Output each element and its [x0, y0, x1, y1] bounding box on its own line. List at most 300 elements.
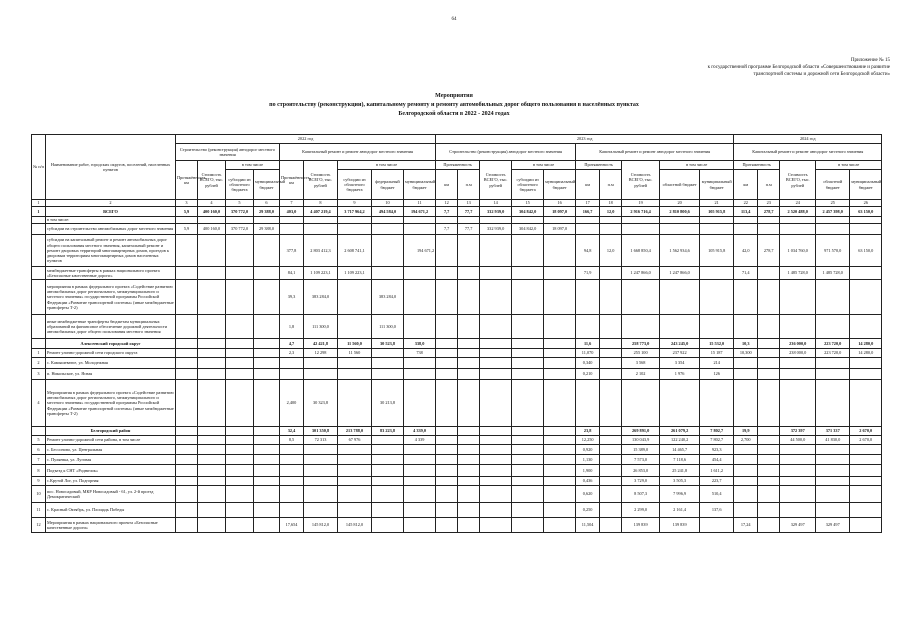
- value-cell: [600, 369, 622, 380]
- row-number: [32, 267, 46, 280]
- value-cell: 2 299,0: [622, 503, 660, 518]
- hdr-constr-2022: Строительство (реконструкция) автодорог местного значения: [176, 144, 280, 161]
- value-cell: 42 421,8: [304, 339, 338, 349]
- value-cell: [758, 445, 780, 455]
- value-cell: [512, 477, 544, 486]
- value-cell: [622, 217, 660, 224]
- value-cell: [304, 217, 338, 224]
- value-cell: [436, 486, 458, 503]
- value-cell: 67 976: [338, 436, 372, 445]
- value-cell: 11,070: [576, 349, 600, 358]
- column-number: 23: [758, 200, 780, 207]
- column-number: 7: [280, 200, 304, 207]
- value-cell: [700, 217, 734, 224]
- value-cell: 122 240,2: [660, 436, 700, 445]
- value-cell: 1 247 866,0: [660, 267, 700, 280]
- value-cell: [404, 358, 436, 369]
- value-cell: 7 802,7: [700, 427, 734, 436]
- hdr-km: км: [734, 170, 758, 200]
- column-number: 21: [700, 200, 734, 207]
- value-cell: [198, 369, 226, 380]
- title-line: Белгородской области в 2022 - 2024 годах: [398, 111, 510, 117]
- hdr-num: № п/п: [32, 135, 46, 200]
- value-cell: [816, 503, 850, 518]
- row-number: [32, 339, 46, 349]
- page-number: 64: [451, 17, 457, 22]
- value-cell: [226, 369, 254, 380]
- value-cell: [780, 380, 816, 427]
- value-cell: [254, 235, 280, 267]
- value-cell: [816, 217, 850, 224]
- value-cell: [458, 503, 480, 518]
- value-cell: 4 339: [404, 436, 436, 445]
- hdr-pm: п.м: [600, 170, 622, 200]
- table-row: [32, 445, 882, 455]
- value-cell: [338, 315, 372, 339]
- value-cell: [512, 369, 544, 380]
- value-cell: 3 505,3: [660, 477, 700, 486]
- value-cell: [758, 503, 780, 518]
- value-cell: [372, 455, 404, 465]
- value-cell: 1 109 223,1: [338, 267, 372, 280]
- value-cell: [512, 349, 544, 358]
- value-cell: [512, 455, 544, 465]
- value-cell: [480, 235, 512, 267]
- value-cell: 83 223,8: [372, 427, 404, 436]
- value-cell: [304, 369, 338, 380]
- value-cell: [226, 427, 254, 436]
- column-number: 9: [338, 200, 372, 207]
- value-cell: 0,250: [576, 503, 600, 518]
- value-cell: [458, 235, 480, 267]
- value-cell: 71,9: [576, 267, 600, 280]
- value-cell: [404, 503, 436, 518]
- value-cell: [176, 518, 198, 533]
- value-cell: 255 100: [622, 349, 660, 358]
- value-cell: [226, 280, 254, 315]
- value-cell: [198, 503, 226, 518]
- row-number: [32, 427, 46, 436]
- value-cell: [254, 477, 280, 486]
- value-cell: [850, 503, 882, 518]
- value-cell: 42,0: [734, 235, 758, 267]
- row-number: [32, 224, 46, 235]
- value-cell: 1 485 728,0: [816, 267, 850, 280]
- value-cell: [458, 486, 480, 503]
- row-number: 12: [32, 518, 46, 533]
- value-cell: 383 284,0: [372, 280, 404, 315]
- value-cell: [198, 436, 226, 445]
- value-cell: [758, 369, 780, 380]
- row-name: Ремонт улично-дорожной сети района, в том числе: [46, 436, 176, 445]
- row-number: 11: [32, 503, 46, 518]
- row-name: с. Бессоново, ул. Центральная: [46, 445, 176, 455]
- value-cell: [226, 465, 254, 477]
- value-cell: [512, 339, 544, 349]
- row-number: 6: [32, 445, 46, 455]
- row-number: 2: [32, 358, 46, 369]
- value-cell: [622, 224, 660, 235]
- value-cell: 39,3: [280, 280, 304, 315]
- value-cell: 738: [404, 349, 436, 358]
- value-cell: 12,0: [600, 235, 622, 267]
- value-cell: [544, 455, 576, 465]
- value-cell: [622, 280, 660, 315]
- value-cell: 8 507,3: [622, 486, 660, 503]
- hdr-incl: в том числе: [816, 161, 882, 170]
- hdr-cost: Стоимость ВСЕГО, тыс. рублей: [480, 161, 512, 200]
- table-row: [32, 436, 882, 445]
- value-cell: [600, 380, 622, 427]
- value-cell: [280, 465, 304, 477]
- row-number: 7: [32, 455, 46, 465]
- value-cell: [372, 267, 404, 280]
- table-row: [32, 369, 882, 380]
- value-cell: [780, 315, 816, 339]
- row-name: Мероприятия в рамках федерального проекта «Содействие развитию автомобильных дорог регионального, межмуниципального и местного значения» государственной программы Российской Федерации «Развитие транспортной системы» (иные межбюджетные трансферты Т-2): [46, 380, 176, 427]
- value-cell: [404, 280, 436, 315]
- value-cell: 377,8: [280, 235, 304, 267]
- value-cell: [436, 339, 458, 349]
- value-cell: [404, 267, 436, 280]
- value-cell: [816, 315, 850, 339]
- table-row: [32, 358, 882, 369]
- value-cell: 329 497: [780, 518, 816, 533]
- value-cell: [544, 280, 576, 315]
- value-cell: [226, 217, 254, 224]
- hdr-kap-2024: Капитальный ремонт и ремонт автодорог местного значения: [734, 144, 882, 161]
- value-cell: [436, 267, 458, 280]
- value-cell: [544, 369, 576, 380]
- value-cell: 2 520 488,0: [780, 207, 816, 217]
- table-row: [32, 455, 882, 465]
- value-cell: [338, 503, 372, 518]
- value-cell: [458, 380, 480, 427]
- value-cell: [480, 339, 512, 349]
- appendix-line: к государственной программе Белгородской области «Совершенствование и развитие: [707, 65, 890, 70]
- value-cell: [780, 217, 816, 224]
- value-cell: [758, 465, 780, 477]
- value-cell: [600, 358, 622, 369]
- value-cell: [816, 486, 850, 503]
- value-cell: [280, 445, 304, 455]
- value-cell: 370 772,0: [226, 224, 254, 235]
- value-cell: [198, 455, 226, 465]
- value-cell: [780, 455, 816, 465]
- hdr-obl: областной бюджет: [816, 170, 850, 200]
- column-number: 12: [436, 200, 458, 207]
- value-cell: 8,5: [280, 436, 304, 445]
- hdr-obl: областной бюджет: [660, 170, 700, 200]
- value-cell: [734, 224, 758, 235]
- value-cell: 2,700: [734, 436, 758, 445]
- hdr-km: км: [436, 170, 458, 200]
- value-cell: [280, 224, 304, 235]
- value-cell: [226, 315, 254, 339]
- value-cell: [850, 217, 882, 224]
- value-cell: [338, 465, 372, 477]
- value-cell: [544, 235, 576, 267]
- column-number: 15: [512, 200, 544, 207]
- value-cell: [254, 349, 280, 358]
- column-number: 24: [780, 200, 816, 207]
- hdr-mun: муниципальный бюджет: [700, 170, 734, 200]
- value-cell: [254, 315, 280, 339]
- value-cell: [458, 445, 480, 455]
- value-cell: [600, 518, 622, 533]
- value-cell: [758, 518, 780, 533]
- value-cell: [734, 503, 758, 518]
- value-cell: [436, 280, 458, 315]
- value-cell: [338, 445, 372, 455]
- value-cell: [304, 465, 338, 477]
- value-cell: [734, 380, 758, 427]
- value-cell: 2 608 741,1: [338, 235, 372, 267]
- value-cell: [436, 315, 458, 339]
- row-name: пос. Новосадовый, МКР Новосадовый - 61, ул. 2-й проезд Демократический: [46, 486, 176, 503]
- value-cell: [850, 465, 882, 477]
- value-cell: [850, 224, 882, 235]
- row-number: [32, 315, 46, 339]
- value-cell: [338, 224, 372, 235]
- column-number-row: [32, 200, 882, 207]
- table-row: [32, 380, 882, 427]
- value-cell: [372, 503, 404, 518]
- value-cell: [254, 445, 280, 455]
- value-cell: 7 573,0: [622, 455, 660, 465]
- value-cell: [280, 486, 304, 503]
- value-cell: [850, 267, 882, 280]
- value-cell: [436, 369, 458, 380]
- value-cell: 3 354: [660, 358, 700, 369]
- value-cell: [850, 280, 882, 315]
- value-cell: [544, 445, 576, 455]
- value-cell: [176, 436, 198, 445]
- column-number: 5: [226, 200, 254, 207]
- value-cell: [700, 267, 734, 280]
- value-cell: 71,4: [734, 267, 758, 280]
- value-cell: 7 118,6: [660, 455, 700, 465]
- value-cell: 7 802,7: [700, 436, 734, 445]
- value-cell: [480, 427, 512, 436]
- value-cell: 139 839: [622, 518, 660, 533]
- value-cell: [576, 280, 600, 315]
- value-cell: 130 043,9: [622, 436, 660, 445]
- value-cell: [480, 436, 512, 445]
- value-cell: [304, 224, 338, 235]
- value-cell: [758, 455, 780, 465]
- value-cell: [176, 445, 198, 455]
- value-cell: 3 568: [622, 358, 660, 369]
- value-cell: [404, 477, 436, 486]
- value-cell: 403,0: [280, 207, 304, 217]
- value-cell: 139 839: [660, 518, 700, 533]
- value-cell: [458, 477, 480, 486]
- value-cell: [404, 486, 436, 503]
- value-cell: [758, 339, 780, 349]
- value-cell: 236 000,0: [780, 339, 816, 349]
- hdr-incl: в том числе: [338, 161, 436, 170]
- hdr-prot: Протяженность: [576, 161, 622, 170]
- value-cell: [512, 503, 544, 518]
- column-number: 8: [304, 200, 338, 207]
- value-cell: [254, 465, 280, 477]
- value-cell: 10,300: [734, 349, 758, 358]
- value-cell: [600, 477, 622, 486]
- value-cell: [198, 380, 226, 427]
- value-cell: [254, 267, 280, 280]
- value-cell: [226, 380, 254, 427]
- value-cell: 3 729,0: [622, 477, 660, 486]
- value-cell: 304 842,0: [512, 207, 544, 217]
- value-cell: 4 339,0: [404, 427, 436, 436]
- value-cell: [436, 477, 458, 486]
- value-cell: 1,8: [280, 315, 304, 339]
- value-cell: [576, 224, 600, 235]
- column-number: 20: [660, 200, 700, 207]
- value-cell: [816, 224, 850, 235]
- value-cell: [850, 455, 882, 465]
- value-cell: [404, 380, 436, 427]
- row-name: с. Пуляевка, ул. Луговая: [46, 455, 176, 465]
- row-name: Алексеевский городской округ: [46, 339, 176, 349]
- value-cell: [780, 503, 816, 518]
- value-cell: [576, 380, 600, 427]
- value-cell: [544, 427, 576, 436]
- value-cell: [458, 349, 480, 358]
- value-cell: [700, 380, 734, 427]
- value-cell: 383 284,0: [304, 280, 338, 315]
- value-cell: [480, 518, 512, 533]
- value-cell: [816, 380, 850, 427]
- hdr-subs: субсидии из областного бюджета: [226, 170, 254, 200]
- value-cell: [600, 280, 622, 315]
- value-cell: 12,0: [600, 207, 622, 217]
- value-cell: [660, 217, 700, 224]
- value-cell: [226, 486, 254, 503]
- table-row: [32, 235, 882, 267]
- hdr-subs: субсидии из областного бюджета: [512, 170, 544, 200]
- value-cell: 18 097,0: [544, 224, 576, 235]
- value-cell: [816, 358, 850, 369]
- row-number: 9: [32, 477, 46, 486]
- value-cell: 84,1: [280, 267, 304, 280]
- row-name: в том числе:: [46, 217, 176, 224]
- value-cell: 111 300,0: [304, 315, 338, 339]
- value-cell: [512, 518, 544, 533]
- value-cell: 5,9: [176, 224, 198, 235]
- row-name: межбюджетные трансферты в рамках национального проекта «Безопасные качественные дороги»: [46, 267, 176, 280]
- column-number: 10: [372, 200, 404, 207]
- row-name: п. Никольское, ул. Ясная: [46, 369, 176, 380]
- value-cell: 15 187: [700, 349, 734, 358]
- value-cell: [816, 445, 850, 455]
- value-cell: [436, 518, 458, 533]
- value-cell: 278,7: [758, 207, 780, 217]
- value-cell: [458, 369, 480, 380]
- value-cell: [758, 436, 780, 445]
- value-cell: [734, 477, 758, 486]
- value-cell: 12,250: [576, 436, 600, 445]
- value-cell: 94,8: [576, 235, 600, 267]
- value-cell: [304, 445, 338, 455]
- value-cell: 400 160,0: [198, 224, 226, 235]
- value-cell: 1,900: [576, 465, 600, 477]
- value-cell: [458, 455, 480, 465]
- value-cell: [280, 358, 304, 369]
- value-cell: 213 788,0: [338, 427, 372, 436]
- value-cell: [544, 315, 576, 339]
- value-cell: [816, 455, 850, 465]
- value-cell: 166,7: [576, 207, 600, 217]
- value-cell: [280, 369, 304, 380]
- hdr-kap-2023: Капитальный ремонт и ремонт автодорог местного значения: [576, 144, 734, 161]
- value-cell: [338, 477, 372, 486]
- value-cell: [600, 349, 622, 358]
- value-cell: [512, 380, 544, 427]
- value-cell: [226, 339, 254, 349]
- row-name: субсидии на капитальный ремонт и ремонт автомобильных дорог общего пользования местного значения, капитальный ремонт и ремонт дворовых территорий многоквартирных домов, проездов к дворовым территориям многоквартирных домов населенных пунктов: [46, 235, 176, 267]
- title-line: по строительству (реконструкции), капитальному ремонту и ремонту автомобильных дорог общего пользования в населённых пунктах: [269, 102, 639, 108]
- value-cell: [512, 436, 544, 445]
- value-cell: 194 671,2: [404, 235, 436, 267]
- value-cell: 1 034 760,0: [780, 235, 816, 267]
- value-cell: 137,6: [700, 503, 734, 518]
- value-cell: [198, 358, 226, 369]
- value-cell: 0,436: [576, 477, 600, 486]
- value-cell: [512, 280, 544, 315]
- value-cell: 77,7: [458, 224, 480, 235]
- value-cell: [544, 503, 576, 518]
- column-number: 19: [622, 200, 660, 207]
- value-cell: 923,3: [700, 445, 734, 455]
- value-cell: [338, 217, 372, 224]
- value-cell: [544, 486, 576, 503]
- value-cell: 223,7: [700, 477, 734, 486]
- table-row: [32, 427, 882, 436]
- value-cell: [436, 358, 458, 369]
- value-cell: [254, 427, 280, 436]
- hdr-mun: муниципальный бюджет: [850, 170, 882, 200]
- value-cell: [544, 380, 576, 427]
- value-cell: 2,400: [280, 380, 304, 427]
- value-cell: [198, 280, 226, 315]
- row-name: Белгородский район: [46, 427, 176, 436]
- value-cell: [176, 380, 198, 427]
- row-number: [32, 217, 46, 224]
- table-row: [32, 477, 882, 486]
- value-cell: [576, 217, 600, 224]
- hdr-mun: муниципальный бюджет: [404, 170, 436, 200]
- value-cell: [198, 445, 226, 455]
- value-cell: 0,340: [576, 358, 600, 369]
- value-cell: [176, 503, 198, 518]
- row-number: 4: [32, 380, 46, 427]
- column-number: 2: [46, 200, 176, 207]
- hdr-cost: Стоимость ВСЕГО, тыс. рублей: [780, 161, 816, 200]
- value-cell: [372, 217, 404, 224]
- value-cell: 77,7: [458, 207, 480, 217]
- value-cell: 4,7: [280, 339, 304, 349]
- value-cell: 7,7: [436, 224, 458, 235]
- value-cell: [780, 465, 816, 477]
- value-cell: [404, 465, 436, 477]
- column-number: 3: [176, 200, 198, 207]
- value-cell: [458, 358, 480, 369]
- value-cell: 223 720,0: [816, 349, 850, 358]
- value-cell: 15 389,0: [622, 445, 660, 455]
- value-cell: [338, 358, 372, 369]
